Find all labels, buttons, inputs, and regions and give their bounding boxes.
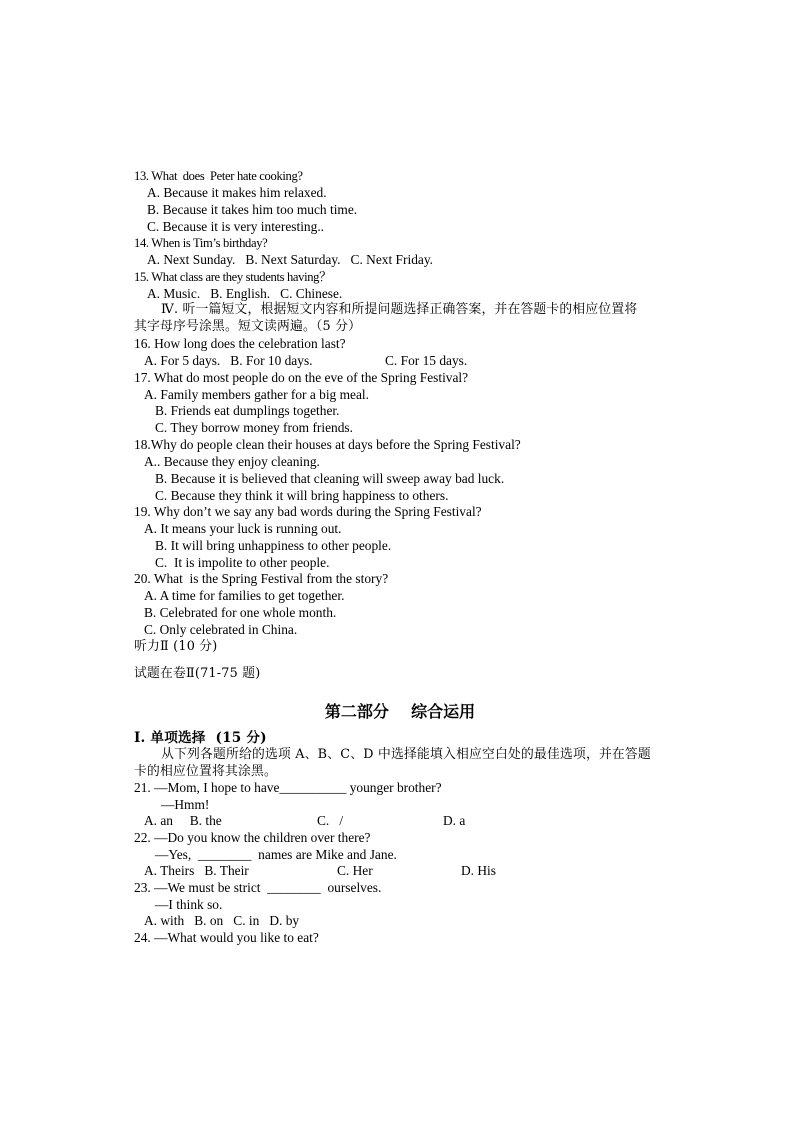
question-16-stem: 16. How long does the celebration last? — [134, 336, 346, 351]
question-18-stem: 18.Why do people clean their houses at days before the Spring Festival? — [134, 437, 521, 452]
question-13-option-c: C. Because it is very interesting.. — [147, 219, 325, 234]
question-20-option-c: C. Only celebrated in China. — [144, 622, 298, 637]
question-14-options: A. Next Sunday. B. Next Saturday. C. Next Friday. — [147, 252, 434, 267]
question-22-options-ab: A. Theirs B. Their — [144, 863, 249, 878]
question-22-option-c: C. Her — [337, 863, 373, 878]
question-22-option-d: D. His — [461, 863, 496, 878]
section-1-title: I. 单项选择 (15 分) — [134, 730, 267, 746]
section-4-instruction-line-2: 其字母序号涂黑。短文读两遍。（5 分） — [134, 319, 362, 334]
question-20-option-a: A. A time for families to get together. — [144, 588, 345, 603]
question-23-options: A. with B. on C. in D. by — [144, 913, 300, 928]
question-17-stem: 17. What do most people do on the eve of the Spring Festival? — [134, 370, 469, 385]
part-2-title: 第二部分 综合运用 — [324, 702, 476, 721]
question-22-reply: —Yes, ________ names are Mike and Jane. — [155, 847, 397, 862]
question-13-option-b: B. Because it takes him too much time. — [147, 202, 358, 217]
question-16-option-c: C. For 15 days. — [385, 353, 468, 368]
section-1-instruction-line-2: 卡的相应位置将其涂黑。 — [134, 764, 277, 779]
question-17-option-a: A. Family members gather for a big meal. — [144, 387, 369, 402]
question-24-stem: 24. —What would you like to eat? — [134, 930, 319, 945]
question-18-option-b: B. Because it is believed that cleaning will sweep away bad luck. — [155, 471, 505, 486]
question-21-reply: —Hmm! — [161, 797, 210, 812]
question-13-option-a: A. Because it makes him relaxed. — [147, 185, 327, 200]
question-17-option-c: C. They borrow money from friends. — [155, 420, 353, 435]
question-19-option-b: B. It will bring unhappiness to other people. — [155, 538, 392, 553]
question-23-stem: 23. —We must be strict ________ ourselves. — [134, 880, 382, 895]
question-19-option-c: C. It is impolite to other people. — [155, 555, 330, 570]
question-22-stem: 22. —Do you know the children over there? — [134, 830, 371, 845]
question-15-stem: 15. What class are they students having？ — [134, 270, 332, 284]
question-21-options-ab: A. an B. the — [144, 813, 222, 828]
question-23-reply: —I think so. — [155, 897, 223, 912]
question-21-option-c: C. / — [317, 813, 344, 828]
listening-2-note: 试题在卷Ⅱ(71-75 题) — [134, 666, 261, 681]
section-4-instruction-line-1: Ⅳ. 听一篇短文，根据短文内容和所提问题选择正确答案，并在答题卡的相应位置将 — [161, 302, 638, 317]
question-14-stem: 14. When is Tim’s birthday? — [134, 236, 268, 250]
question-20-stem: 20. What is the Spring Festival from the story? — [134, 571, 389, 586]
question-18-option-a: A.. Because they enjoy cleaning. — [144, 454, 320, 469]
question-17-option-b: B. Friends eat dumplings together. — [155, 403, 340, 418]
question-19-stem: 19. Why don’t we say any bad words during the Spring Festival? — [134, 504, 482, 519]
question-13-stem: 13. What does Peter hate cooking? — [134, 169, 303, 183]
question-16-options-ab: A. For 5 days. B. For 10 days. — [144, 353, 313, 368]
question-21-stem: 21. —Mom, I hope to have__________ younger brother? — [134, 780, 442, 795]
listening-2-title: 听力Ⅱ (10 分) — [134, 639, 218, 654]
question-19-option-a: A. It means your luck is running out. — [144, 521, 342, 536]
section-1-instruction-line-1: 从下列各题所给的选项 A、B、C、D 中选择能填入相应空白处的最佳选项，并在答题 — [161, 747, 651, 762]
question-21-option-d: D. a — [443, 813, 466, 828]
question-18-option-c: C. Because they think it will bring happiness to others. — [155, 488, 449, 503]
question-20-option-b: B. Celebrated for one whole month. — [144, 605, 337, 620]
question-15-options: A. Music. B. English. C. Chinese. — [147, 286, 343, 301]
